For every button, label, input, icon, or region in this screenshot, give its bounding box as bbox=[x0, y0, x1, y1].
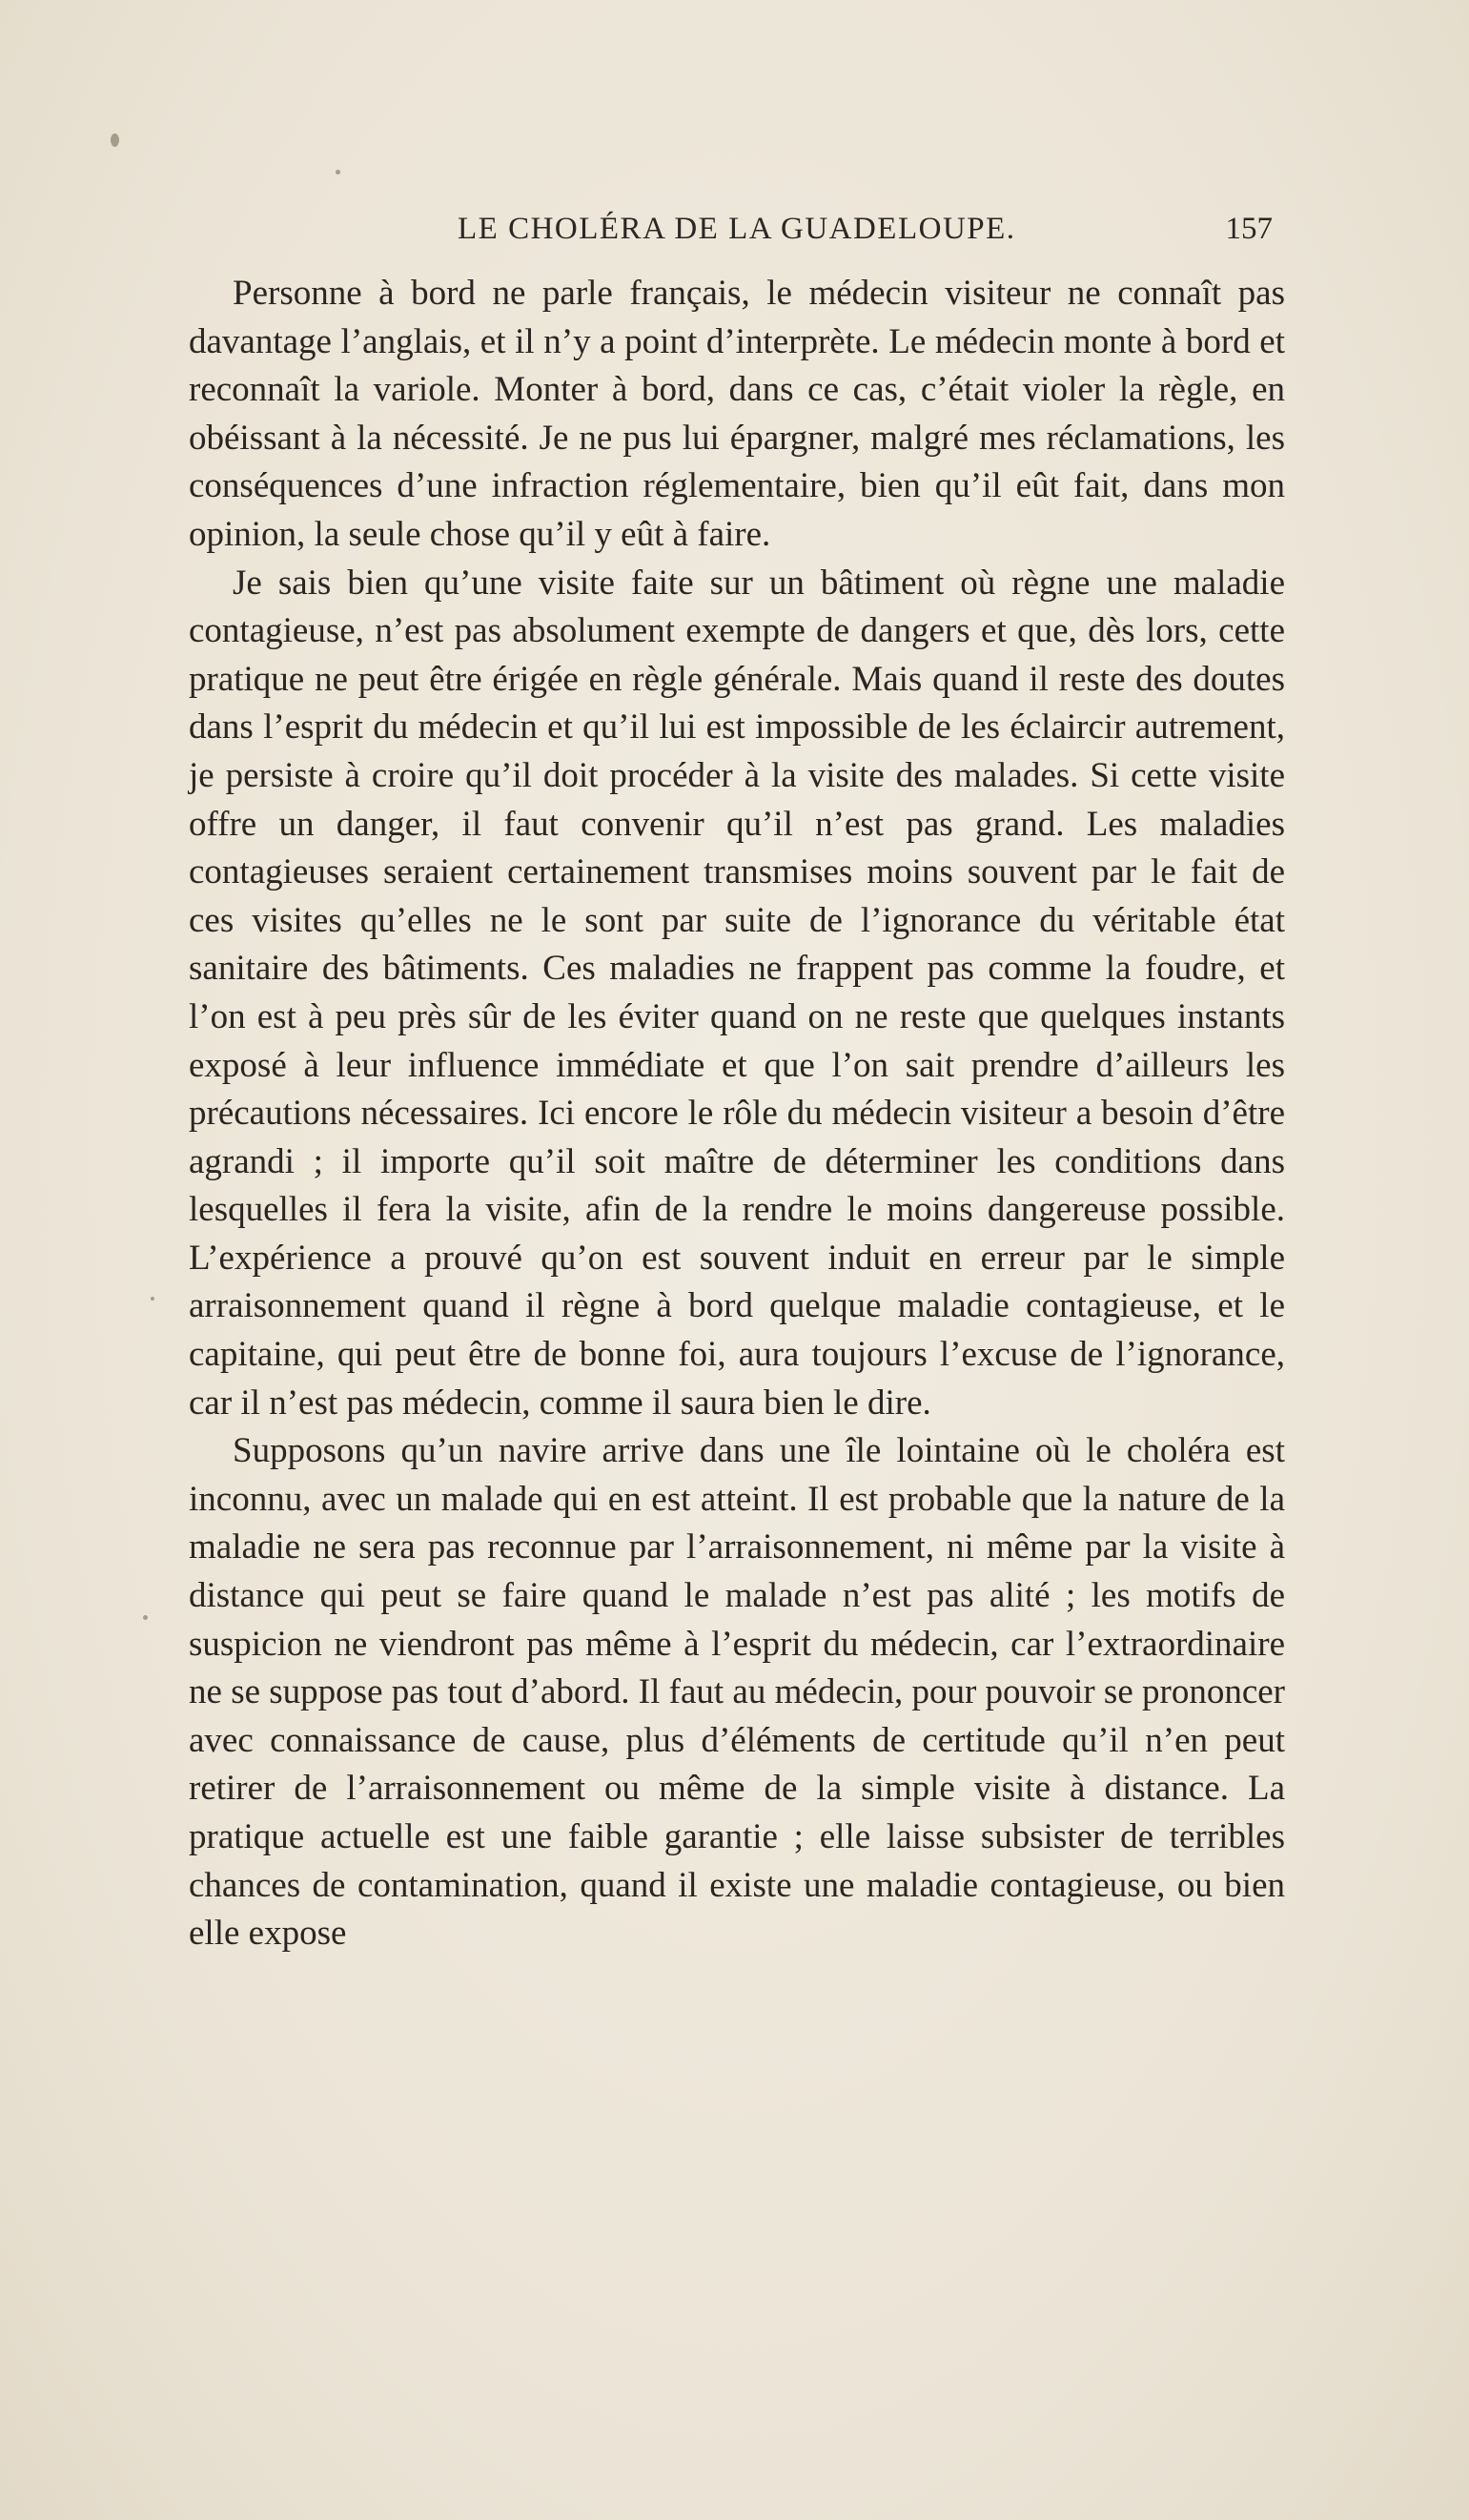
page-number: 157 bbox=[1225, 212, 1273, 246]
body-text bbox=[189, 270, 1285, 1958]
ink-speck bbox=[143, 1615, 148, 1620]
ink-speck bbox=[336, 170, 340, 174]
ink-speck bbox=[111, 133, 119, 147]
page-header bbox=[458, 212, 1273, 259]
paragraph: Je sais bien qu’une visite faite sur un bâtiment où règne une maladie contagieuse, n’est pas absolument exempte de dangers et que, dès lors, cette pratique ne peut être érigée en règle générale. Mais quand il reste des doutes dans l’esprit du médecin et qu’il lui est impossible de les éclaircir autrement, je persiste à croire qu’il doit procéder à la visite des malades. Si cette visite offre un danger, il faut convenir qu’il n’est pas grand. Les maladies contagieuses seraient certainement transmises moins souvent par le fait de ces visites qu’elles ne le sont par suite de l’ignorance du véritable état sanitaire des bâtiments. Ces maladies ne frappent pas comme la foudre, et l’on est à peu près sûr de les éviter quand on ne reste que quelques instants exposé à leur influence immédiate et que l’on sait prendre d’ailleurs les précautions nécessaires. Ici encore le rôle du médecin visiteur a besoin d’être agrandi ; il importe qu’il soit maître de déterminer les conditions dans lesquelles il fera la visite, afin de la rendre le moins dangereuse possible. L’expérience a prouvé qu’on est souvent induit en erreur par le simple arraisonnement quand il règne à bord quelque maladie contagieuse, et le capitaine, qui peut être de bonne foi, aura toujours l’excuse de l’ignorance, car il n’est pas médecin, comme il saura bien le dire. bbox=[189, 563, 1285, 1423]
ink-speck bbox=[151, 1297, 154, 1301]
paragraph: Supposons qu’un navire arrive dans une île lointaine où le choléra est inconnu, avec un malade qui en est atteint. Il est probable que la nature de la maladie ne sera pas reconnue par l’arraisonnement, ni même par la visite à distance qui peut se faire quand le malade n’est pas alité ; les motifs de suspicion ne viendront pas même à l’esprit du médecin, car l’extraordinaire ne se suppose pas tout d’abord. Il faut au médecin, pour pouvoir se prononcer avec connaissance de cause, plus d’éléments de certitude qu’il n’en peut retirer de l’arraisonnement ou même de la simple visite à distance. La pratique actuelle est une faible garantie ; elle laisse subsister de terribles chances de contamination, quand il existe une maladie contagieuse, ou bien elle expose bbox=[189, 1431, 1285, 1954]
paragraph: Personne à bord ne parle français, le médecin visiteur ne connaît pas davantage l’anglais, et il n’y a point d’interprète. Le médecin monte à bord et reconnaît la variole. Monter à bord, dans ce cas, c’était violer la règle, en obéissant à la nécessité. Je ne pus lui épargner, malgré mes réclamations, les conséquences d’une infraction réglementaire, bien qu’il eût fait, dans mon opinion, la seule chose qu’il y eût à faire. bbox=[189, 274, 1285, 554]
running-title: LE CHOLÉRA DE LA GUADELOUPE. bbox=[458, 212, 1016, 246]
